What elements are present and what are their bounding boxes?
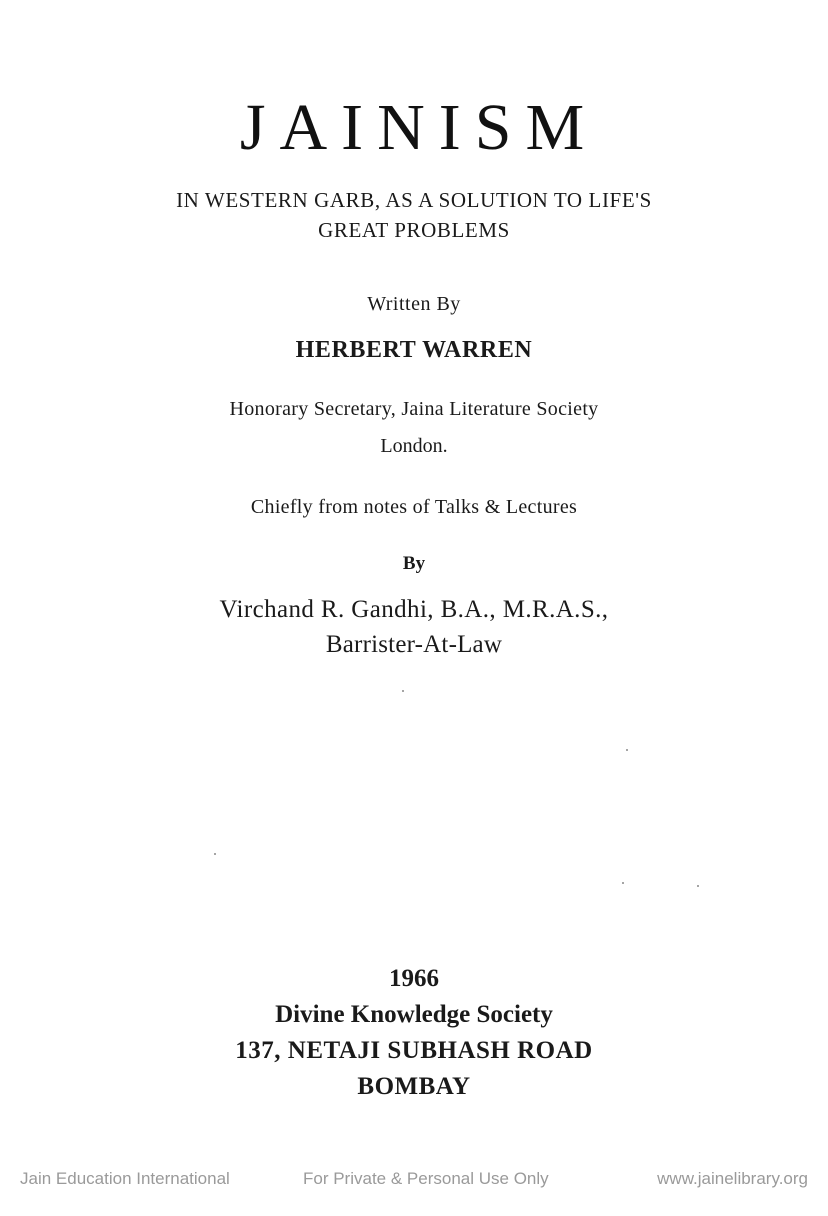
author-place: London. bbox=[380, 435, 448, 457]
scan-speck bbox=[214, 853, 216, 855]
scan-speck bbox=[402, 690, 404, 692]
subtitle-line-1: IN WESTERN GARB, AS A SOLUTION TO LIFE'S bbox=[176, 188, 652, 212]
footer-website-link[interactable]: www.jainelibrary.org bbox=[657, 1169, 808, 1188]
book-title: JAINISM bbox=[239, 91, 599, 164]
scan-speck bbox=[697, 885, 699, 887]
by-label: By bbox=[402, 553, 426, 574]
publisher-city: BOMBAY bbox=[357, 1073, 471, 1100]
page-footer bbox=[0, 1166, 828, 1192]
footer-left-text: Jain Education International bbox=[20, 1169, 230, 1188]
notes-credit: Chiefly from notes of Talks & Lectures bbox=[250, 496, 578, 518]
written-by-label: Written By bbox=[367, 293, 461, 315]
author-name: HERBERT WARREN bbox=[295, 337, 533, 363]
footer-center-text: For Private & Personal Use Only bbox=[303, 1169, 549, 1188]
scan-speck bbox=[626, 749, 628, 751]
publisher-name: Divine Knowledge Society bbox=[275, 1001, 553, 1028]
author-role: Honorary Secretary, Jaina Literature Society bbox=[229, 398, 599, 420]
publisher-address: 137, NETAJI SUBHASH ROAD bbox=[235, 1037, 593, 1064]
lecturer-name: Virchand R. Gandhi, B.A., M.R.A.S., bbox=[219, 596, 609, 623]
scan-speck bbox=[622, 882, 624, 884]
lecturer-title: Barrister-At-Law bbox=[325, 631, 503, 658]
subtitle-line-2: GREAT PROBLEMS bbox=[318, 218, 510, 242]
publication-year: 1966 bbox=[389, 965, 439, 992]
